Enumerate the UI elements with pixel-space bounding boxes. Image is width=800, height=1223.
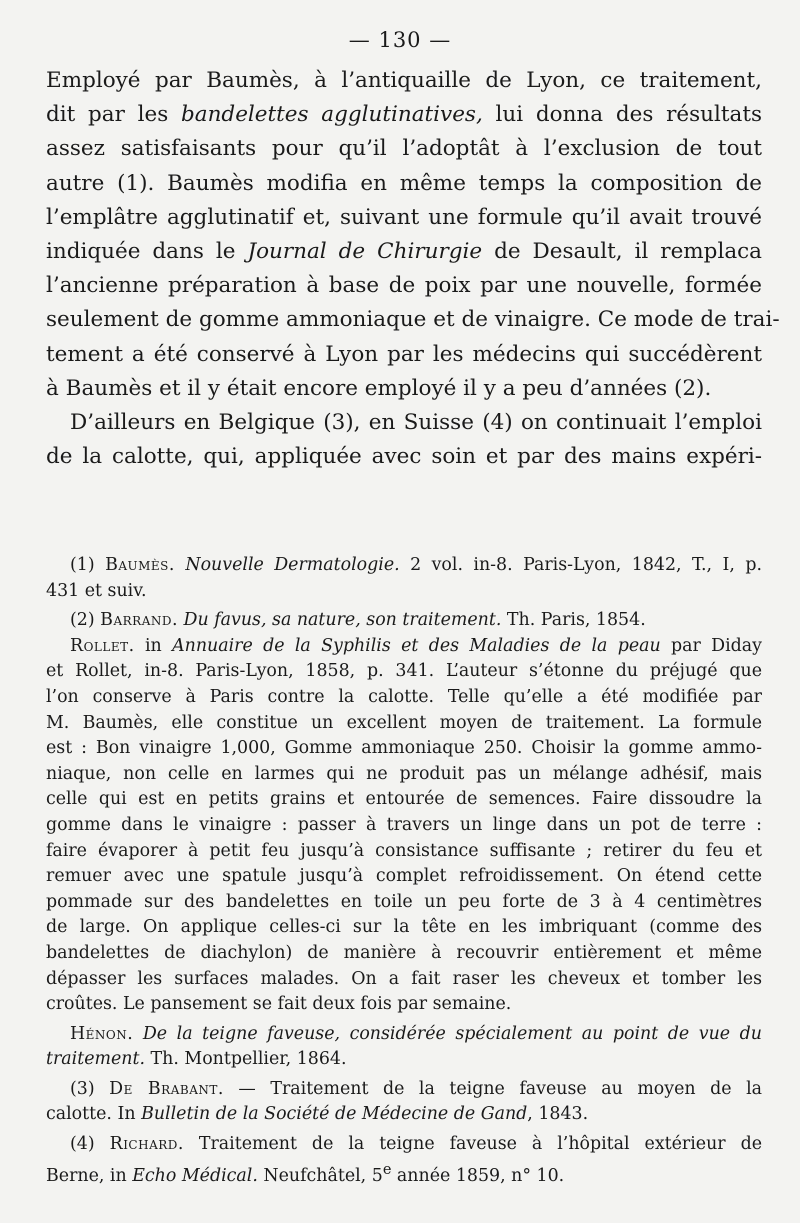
text-line — [46, 132, 762, 166]
text-line — [46, 762, 762, 788]
italic-text: Nouvelle Dermatologie. — [185, 555, 400, 575]
text-run: bandelettes de diachylon) de manière à recouvrir entièrement et même — [46, 942, 762, 963]
page-number: — 130 — — [348, 28, 452, 52]
text-run: calotte. In — [46, 1104, 142, 1125]
text-run — [133, 1024, 143, 1044]
text-run: autre (1). Baumès modifia en même temps la composition de — [46, 170, 762, 196]
text-run: l’ancienne préparation à base de poix par une nouvelle, formée — [46, 273, 762, 299]
text-line — [46, 167, 762, 201]
text-line — [46, 1158, 762, 1184]
text-line — [46, 579, 762, 605]
text-line — [46, 372, 762, 406]
author-name: De Brabant. — [109, 1078, 224, 1099]
text-run: (4) — [70, 1134, 110, 1155]
text-run: de large. On applique celles-ci sur la tête en les imbriquant (comme des — [46, 917, 762, 938]
text-line — [46, 269, 762, 303]
text-line — [46, 839, 762, 865]
text-line — [46, 98, 762, 132]
text-line — [46, 406, 762, 440]
text-run: à Baumès et il y était encore employé il y a peu d’années (2). — [46, 375, 712, 401]
author-name: Hénon. — [70, 1023, 134, 1044]
text-run: Berne, in — [46, 1165, 133, 1186]
text-run: année 1859, n° 10. — [391, 1165, 565, 1186]
text-run: M. Baumès, elle constitue un excellent moyen de traitement. La formule — [46, 712, 762, 733]
text-line — [46, 440, 762, 474]
text-line — [46, 1047, 762, 1073]
text-run: l’on conserve à Paris contre la calotte. Telle qu’elle a été modifiée par — [46, 686, 762, 707]
italic-text: Echo Médical. — [132, 1165, 258, 1186]
author-name: Richard. — [109, 1134, 184, 1155]
text-run: — Traitement de la teigne faveuse au moyen de la — [223, 1078, 763, 1099]
text-line — [46, 659, 762, 685]
text-run: lui donna des résultats — [482, 102, 762, 128]
italic-text: De la teigne faveuse, considérée spécialement au point de vue du — [142, 1023, 762, 1044]
text-run: in — [134, 635, 173, 656]
text-line — [46, 235, 762, 269]
text-run: est : Bon vinaigre 1,000, Gomme ammoniaque 250. Choisir la gomme ammo- — [46, 738, 762, 759]
italic-text: Annuaire de la Syphilis et des Maladies de la peau — [172, 635, 661, 656]
italic-text: Du favus, sa nature, son traitement. — [183, 610, 502, 631]
text-line — [46, 915, 762, 941]
italic-text: bandelettes agglutinatives, — [181, 102, 483, 128]
text-run: niaque, non celle en larmes qui ne produit pas un mélange adhésif, mais — [46, 763, 762, 784]
text-line — [46, 711, 762, 737]
text-run: (2) — [70, 610, 101, 631]
text-line — [46, 1022, 762, 1048]
text-run: assez satisfaisants pour qu’il l’adoptât à l’exclusion de tout — [46, 136, 762, 162]
text-line — [46, 890, 762, 916]
text-line — [46, 813, 762, 839]
text-line — [46, 634, 762, 660]
text-line — [46, 992, 762, 1018]
text-line — [46, 1102, 762, 1128]
text-line — [46, 864, 762, 890]
text-line — [46, 201, 762, 235]
main-paragraph — [46, 64, 780, 474]
text-line — [46, 303, 780, 337]
text-run: pommade sur des bandelettes en toile un peu forte de 3 à 4 centimètres — [46, 891, 762, 912]
text-run: 2 vol. in-8. Paris-Lyon, 1842, T., I, p. — [399, 555, 763, 575]
text-run: de la calotte, qui, appliquée avec soin et par des mains expéri- — [46, 444, 762, 470]
text-run: celle qui est en petits grains et entourée de semences. Faire dissoudre la — [46, 789, 762, 810]
text-run: tement a été conservé à Lyon par les médecins qui succédèrent — [46, 341, 762, 367]
author-name: Barrand. — [100, 610, 179, 631]
text-line — [46, 553, 762, 579]
author-name: Baumès. — [105, 555, 175, 575]
text-run: (1) — [70, 555, 106, 575]
italic-text: traitement. — [46, 1049, 146, 1070]
text-run: par Diday — [660, 635, 762, 656]
text-line — [46, 941, 762, 967]
text-run: 431 et suiv. — [46, 580, 147, 601]
text-run: Neufchâtel, 5 — [257, 1165, 383, 1186]
text-run: Traitement de la teigne faveuse à l’hôpital extérieur de — [183, 1134, 762, 1155]
text-run: et Rollet, in-8. Paris-Lyon, 1858, p. 341. L’auteur s’étonne du préjugé que — [46, 661, 762, 682]
text-run: croûtes. Le pansement se fait deux fois par semaine. — [46, 994, 512, 1015]
text-run: gomme dans le vinaigre : passer à travers un linge dans un pot de terre : — [46, 814, 762, 835]
text-run: , 1843. — [527, 1104, 589, 1125]
text-run: seulement de gomme ammoniaque et de vinaigre. Ce mode de trai- — [46, 307, 780, 333]
text-line — [46, 685, 762, 711]
text-run: l’emplâtre agglutinatif et, suivant une formule qu’il avait trouvé — [46, 204, 762, 230]
footnotes — [46, 553, 763, 1186]
text-run: (3) — [70, 1078, 110, 1099]
text-run — [175, 555, 185, 575]
text-run: D’ailleurs en Belgique (3), en Suisse (4) on continuait l’emploi — [70, 409, 762, 435]
text-run: Th. Montpellier, 1864. — [145, 1049, 347, 1070]
author-name: Rollet. — [70, 635, 135, 656]
text-run: indiquée dans le — [46, 238, 248, 264]
text-line — [46, 1077, 762, 1103]
text-line — [46, 608, 762, 634]
text-line — [46, 64, 762, 98]
text-line — [46, 338, 762, 372]
italic-text: Bulletin de la Société de Médecine de Gand — [141, 1104, 528, 1125]
text-run: de Desault, il remplaca — [482, 238, 763, 264]
text-line — [46, 967, 762, 993]
text-line — [46, 1132, 762, 1158]
text-run: faire évaporer à petit feu jusqu’à consistance suffisante ; retirer du feu et — [46, 840, 762, 861]
text-line — [46, 787, 762, 813]
text-run: e — [382, 1161, 392, 1178]
text-run: remuer avec une spatule jusqu’à complet refroidissement. On étend cette — [46, 866, 762, 887]
text-line — [46, 736, 762, 762]
italic-text: Journal de Chirurgie — [247, 238, 483, 264]
text-run: dit par les — [46, 102, 181, 128]
text-run: Th. Paris, 1854. — [501, 610, 646, 631]
text-run: dépasser les surfaces malades. On a fait raser les cheveux et tomber les — [46, 968, 762, 989]
text-run: Employé par Baumès, à l’antiquaille de Lyon, ce traitement, — [46, 68, 762, 93]
